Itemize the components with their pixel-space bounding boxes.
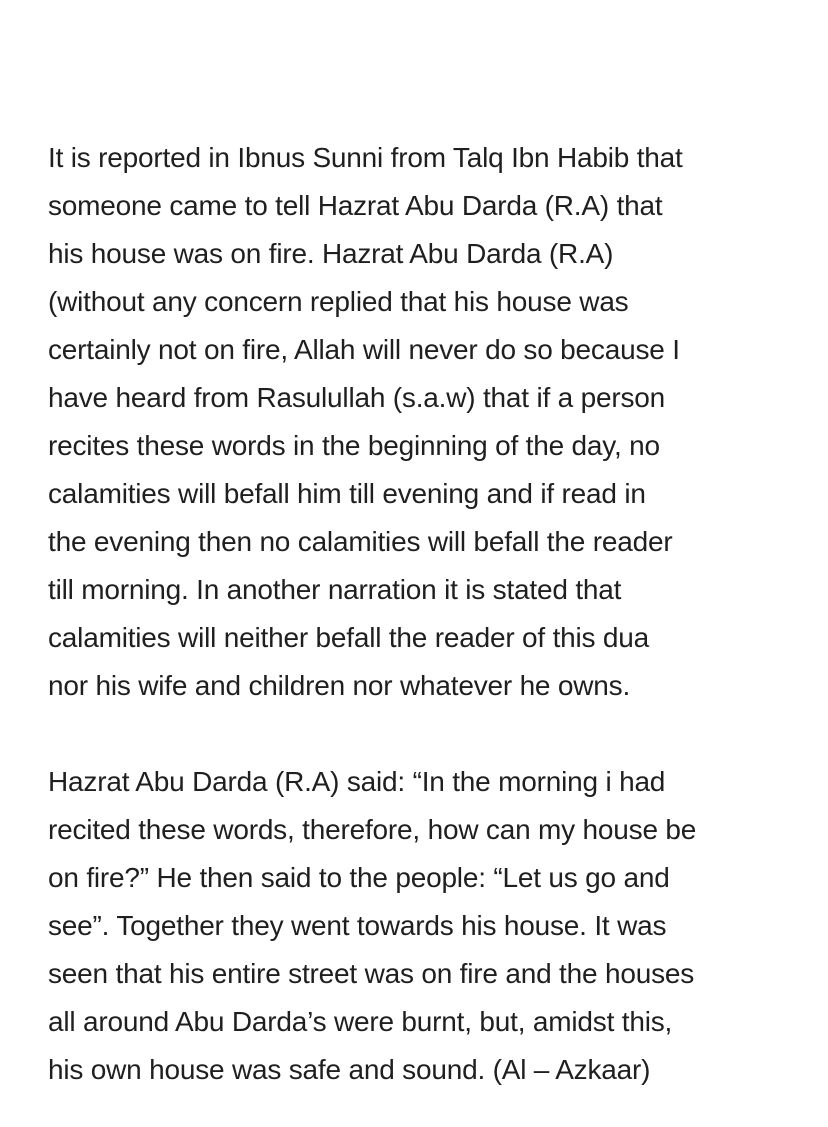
paragraph-story [48,758,793,1094]
text-line: on fire?” He then said to the people: “Let us go and [48,862,670,893]
text-line: all around Abu Darda’s were burnt, but, amidst this, [48,1006,673,1037]
paragraph-narration [48,134,793,710]
article-body [48,134,793,1094]
text-line: the evening then no calamities will befall the reader [48,526,673,557]
text-line: till morning. In another narration it is stated that [48,574,622,605]
text-line: someone came to tell Hazrat Abu Darda (R.A) that [48,190,663,221]
text-line: recites these words in the beginning of the day, no [48,430,660,461]
text-line: Hazrat Abu Darda (R.A) said: “In the morning i had [48,766,666,797]
text-line: his house was on fire. Hazrat Abu Darda (R.A) [48,238,614,269]
text-line: certainly not on fire, Allah will never do so because I [48,334,680,365]
text-line: calamities will neither befall the reader of this dua [48,622,650,653]
text-line: recited these words, therefore, how can my house be [48,814,697,845]
text-line: have heard from Rasulullah (s.a.w) that if a person [48,382,665,413]
text-line: It is reported in Ibnus Sunni from Talq Ibn Habib that [48,142,683,173]
text-line: calamities will befall him till evening and if read in [48,478,646,509]
text-line: nor his wife and children nor whatever he owns. [48,670,631,701]
text-line: (without any concern replied that his house was [48,286,629,317]
text-line: see”. Together they went towards his house. It was [48,910,667,941]
text-line: seen that his entire street was on fire and the houses [48,958,695,989]
text-line: his own house was safe and sound. (Al – Azkaar) [48,1054,651,1085]
